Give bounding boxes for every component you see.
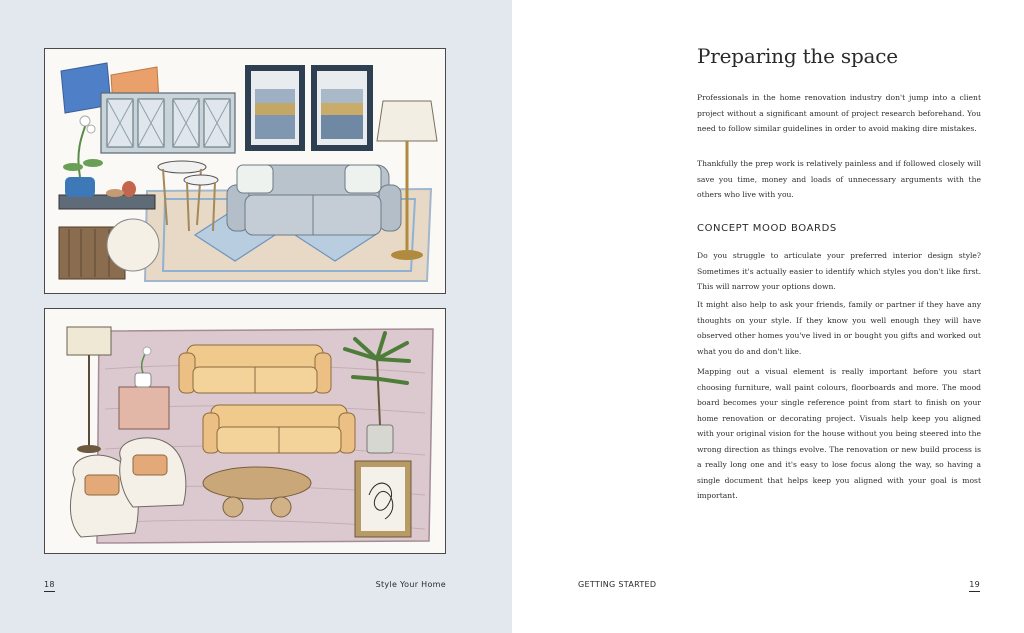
left-page-number: 18 [44,580,55,592]
lounge-drawing [45,309,445,553]
orange-sofa-bottom [203,405,355,453]
lounge-mood-board-illustration [44,308,446,554]
abstract-framed-art [355,461,411,537]
right-page-number: 19 [969,580,980,592]
living-room-mood-board-illustration [44,48,446,294]
living-room-drawing [45,49,445,293]
body-paragraph-3: Mapping out a visual element is really important before you start choosing furniture, wall paint colours, floorboards and more. The mood board becomes your single reference point from start to finish on your home renovation or decorating project. Visuals help keep you aligned with your original vision for the house without you being steered into the wrong direction as things evolve. The renovation or new build process is a really long one and it's easy to lose focus along the way, so having a single document that helps keep you aligned with your goal is most important. [697,367,981,500]
page-title: Preparing the space [697,44,898,68]
orange-sofa-top [179,345,331,393]
glass-sideboard [101,93,235,153]
section-heading: CONCEPT MOOD BOARDS [697,223,837,234]
left-running-title: Style Your Home [375,580,446,589]
grey-sofa [227,165,401,235]
stone-swatch [107,219,159,271]
intro-paragraph-1: Professionals in the home renovation industry don't jump into a client project without a significant amount of project research beforehand. You need to follow similar guidelines in order to avoid making dire mistakes. [697,93,981,133]
landscape-artwork-left [245,65,305,151]
intro-paragraph-2: Thankfully the prep work is relatively painless and if followed closely will save you time, money and loads of unnecessary arguments with the others who live with you. [697,159,981,199]
landscape-artwork-right [311,65,373,151]
section-label: GETTING STARTED [578,580,657,589]
body-paragraph-2: It might also help to ask your friends, family or partner if they have any thoughts on your style. If they know you well enough they will have observed other homes you've lived in or bought you gifts and worked out what you do and don't like. [697,300,981,356]
body-paragraph-1: Do you struggle to articulate your preferred interior design style? Sometimes it's actually easier to identify which styles you don't like first. This will narrow your options down. [697,251,981,291]
